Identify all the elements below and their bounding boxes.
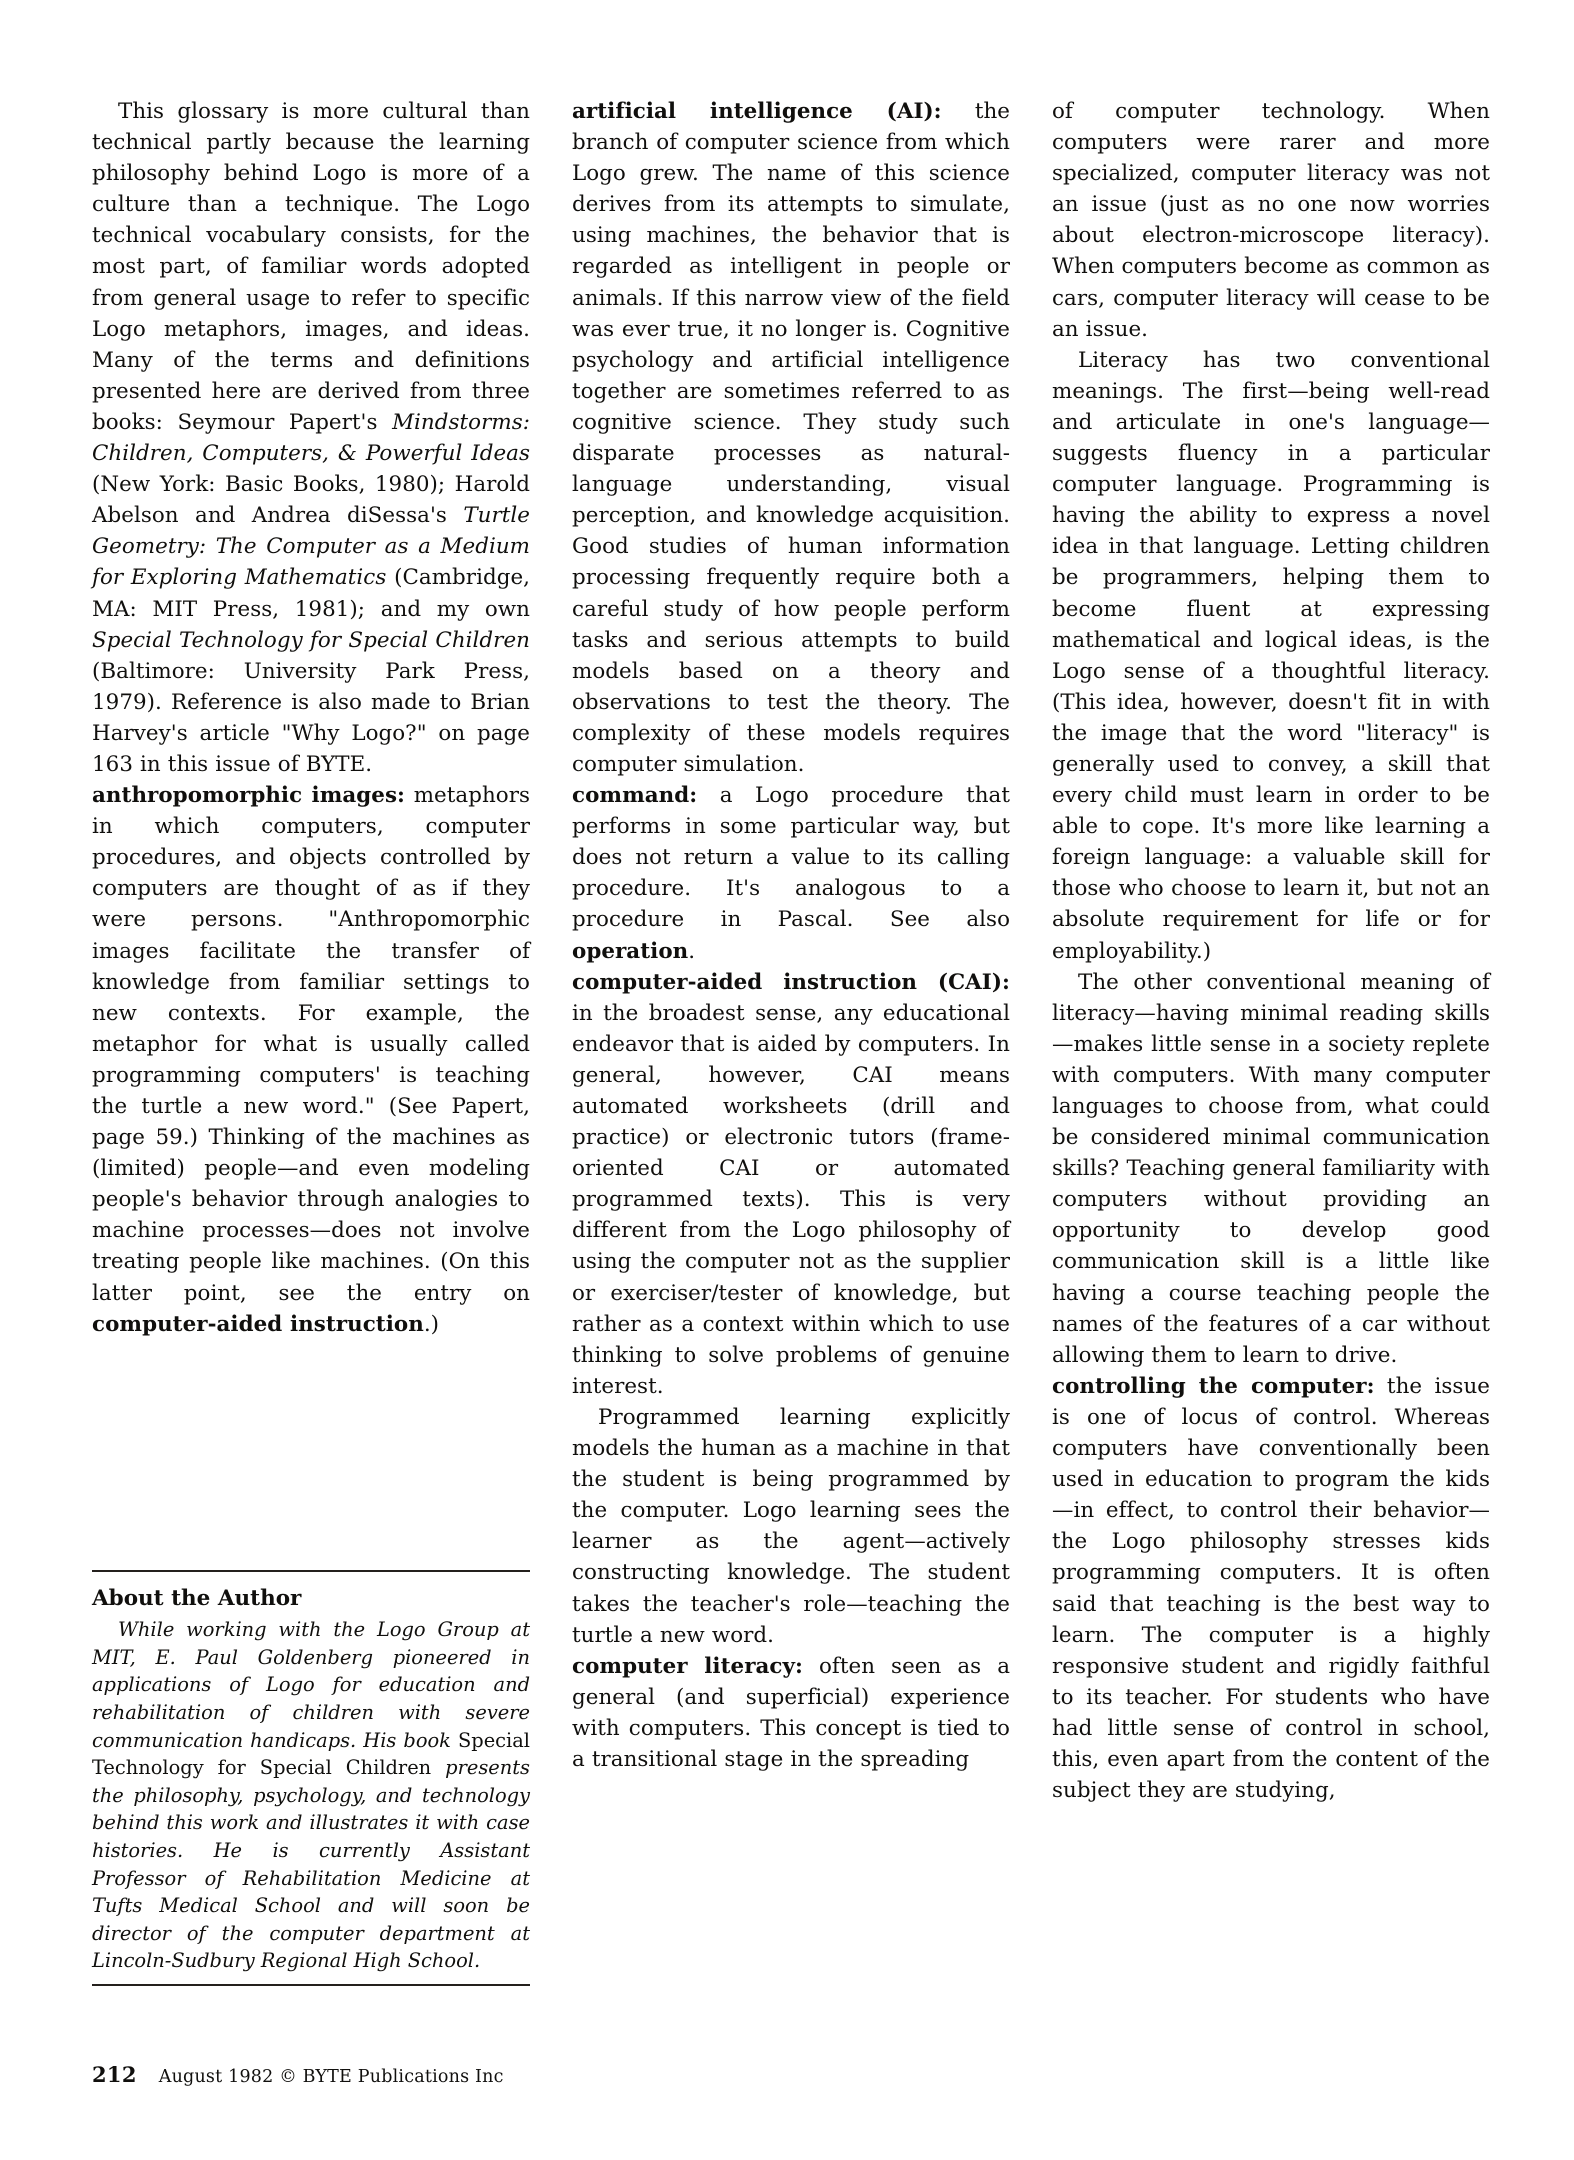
bio-book-title: Special Technology for Special Children: [92, 1728, 530, 1780]
about-the-author-box: [92, 1570, 530, 1986]
cross-reference-term: computer-aided instruction: [92, 1311, 424, 1337]
intro-text-part-1: This glossary is more cultural than technical partly because the learning philosophy behind Logo is more of a culture than a technique. The Logo technical vocabulary consists, for the most part, of familiar words adopted from general usage to refer to specific Logo metaphors, images, and ideas. Many of the terms and definitions presented here are derived from three books: Seymour Papert's: [92, 99, 530, 435]
computer-literacy-continued-paragraph-3: The other conventional meaning of literacy—having minimal reading skills—makes little sense in a society replete with computers. With many computer languages to choose from, what could be considered minimal communication skills? Teaching general familiarity with computers without providing an opportunity to develop good communication skill is a little like having a course teaching people the names of the features of a car without allowing them to learn to drive.: [1052, 969, 1490, 1368]
glossary-term: command:: [572, 783, 698, 809]
glossary-definition: the branch of computer science from which Logo grew. The name of this science derives from its attempts to simulate, using machines, the behavior that is regarded as intelligent in people or animals. If this narrow view of the field was ever true, it no longer is. Cognitive psychology and artificial intelligence together are sometimes referred to as cognitive science. They study such disparate processes as natural-language understanding, visual perception, and knowledge acquisition. Good studies of human information processing frequently require both a careful study of how people perform tasks and serious attempts to build models based on a theory and observations to test the theory. The complexity of these models requires computer simulation.: [572, 99, 1010, 777]
column-one: [92, 96, 530, 1986]
cross-reference-term: operation: [572, 938, 689, 964]
glossary-definition-tail: .: [688, 938, 696, 964]
intro-text-part-2: (New York: Basic Books, 1980); Harold Abelson and Andrea diSessa's: [92, 472, 530, 529]
computer-literacy-continued-paragraph-1: of computer technology. When computers were rarer and more specialized, computer literacy was not an issue (just as no one now worries about electron-microscope literacy). When computers become as common as cars, computer literacy will cease to be an issue.: [1052, 99, 1490, 342]
glossary-definition: the issue is one of locus of control. Whereas computers have conventionally been used in education to program the kids—in effect, to control their behavior—the Logo philosophy stresses kids programming computers. It is often said that teaching is the best way to learn. The computer is a highly responsive student and rigidly faithful to its teacher. For students who have had little sense of control in school, this, even apart from the content of the subject they are studying,: [1052, 1373, 1490, 1804]
intro-text-part-4: (Baltimore: University Park Press, 1979). Reference is also made to Brian Harvey's article "Why Logo?" on page 163 in this issue of BYTE.: [92, 658, 530, 777]
page-number: 212: [92, 2062, 137, 2087]
bio-part-2: presents the philosophy, psychology, and technology behind this work and illustrates it with case histories. He is currently Assistant Professor of Rehabilitation Medicine at Tufts Medical School and will soon be director of the computer department at Lincoln-Sudbury Regional High School.: [92, 1756, 530, 1973]
book-title-mindstorms: Mindstorms: Children, Computers, & Powerful Ideas: [92, 409, 530, 467]
glossary-definition: a Logo procedure that performs in some particular way, but does not return a value to its calling procedure. It's analogous to a procedure in Pascal. See also: [572, 783, 1010, 933]
glossary-entry-anthropomorphic-images: [92, 780, 530, 1340]
glossary-definition-tail: .): [423, 1311, 440, 1337]
bio-part-1: While working with the Logo Group at MIT, E. Paul Goldenberg pioneered in applications of Logo for education and rehabilitation of children with severe communication handicaps. His book: [92, 1618, 530, 1752]
three-column-layout: [92, 96, 1492, 1986]
book-title-special-technology: Special Technology for Special Children: [92, 627, 530, 653]
author-box-top-rule: [92, 1570, 530, 1572]
cai-second-paragraph: Programmed learning explicitly models the human as a machine in that the student is being programmed by the computer. Logo learning sees the learner as the agent—actively constructing knowledge. The student takes the teacher's role—teaching the turtle a new word.: [572, 1404, 1010, 1648]
glossary-term: computer-aided instruction (CAI):: [572, 969, 1010, 995]
computer-literacy-continued-paragraph-2: Literacy has two conventional meanings. The first—being well-read and articulate in one's language—suggests fluency in a particular computer language. Programming is having the ability to express a novel idea in that language. Letting children be programmers, helping them to become fluent at expressing mathematical and logical ideas, is the Logo sense of a thoughtful literacy. (This idea, however, doesn't fit in with the image that the word "literacy" is generally used to convey, a skill that every child must learn in order to be able to cope. It's more like learning a foreign language: a valuable skill for those who choose to learn it, but not an absolute requirement for life or for employability.): [1052, 347, 1490, 964]
page-footer: [92, 2062, 504, 2087]
glossary-term: artificial intelligence (AI):: [572, 99, 942, 124]
publication-imprint: August 1982 © BYTE Publications Inc: [158, 2067, 504, 2087]
glossary-term: anthropomorphic images:: [92, 783, 406, 809]
glossary-term: controlling the computer:: [1052, 1373, 1375, 1399]
book-title-turtle-geometry: Turtle Geometry: The Computer as a Medium for Exploring Mathematics: [92, 503, 530, 591]
glossary-definition: in the broadest sense, any educational endeavor that is aided by computers. In general, however, CAI means automated worksheets (drill and practice) or electronic tutors (frame-oriented CAI or automated programmed texts). This is very different from the Logo philosophy of using the computer not as the supplier or exerciser/tester of knowledge, but rather as a context within which to use thinking to solve problems of genuine interest.: [572, 1000, 1010, 1399]
glossary-term: computer literacy:: [572, 1653, 803, 1679]
glossary-entry-controlling-the-computer: [1052, 1371, 1490, 1806]
glossary-entry-computer-literacy: [572, 1651, 1010, 1775]
glossary-entry-computer-aided-instruction: [572, 967, 1010, 1402]
glossary-definition: metaphors in which computers, computer procedures, and objects controlled by computers are thought of as if they were persons. "Anthropomorphic images facilitate the transfer of knowledge from familiar settings to new contexts. For example, the metaphor for what is usually called programming computers' is teaching the turtle a new word." (See Papert, page 59.) Thinking of the machines as (limited) people—and even modeling people's behavior through analogies to machine processes—does not involve treating people like machines. (On this latter point, see the entry on: [92, 783, 531, 1306]
about-the-author-heading: About the Author: [92, 1586, 302, 1612]
intro-paragraph: [92, 96, 530, 780]
glossary-entry-command: [572, 780, 1010, 967]
column-two: [572, 96, 1010, 1986]
column-three: [1052, 96, 1490, 1986]
about-the-author-bio: [92, 1616, 530, 1975]
glossary-definition: often seen as a general (and superficial) experience with computers. This concept is tied to a transitional stage in the spreading: [572, 1653, 1010, 1772]
glossary-entry-artificial-intelligence: [572, 96, 1010, 780]
author-box-bottom-rule: [92, 1984, 530, 1986]
intro-text-part-3: (Cambridge, MA: MIT Press, 1981); and my own: [92, 565, 531, 622]
